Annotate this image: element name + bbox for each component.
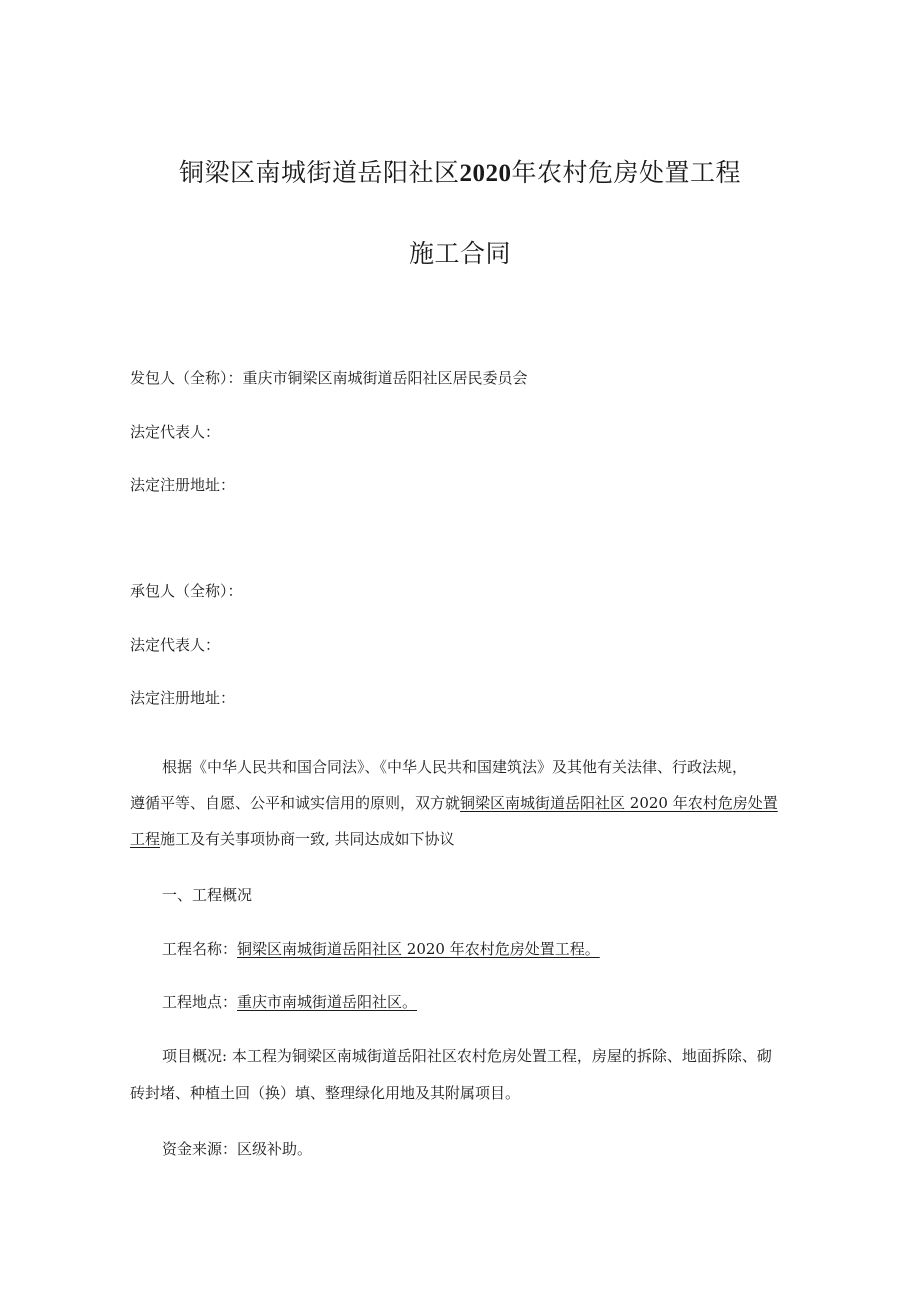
section-heading-project-overview: 一、工程概况 — [162, 886, 253, 904]
project-location-label: 工程地点： — [162, 993, 238, 1011]
funding-source-line — [162, 1138, 312, 1159]
preamble-text-end: 施工及有关事项协商一致, 共同达成如下协议 — [160, 830, 455, 848]
preamble-line-1: 根据《中华人民共和国合同法》、《中华人民共和国建筑法》及其他有关法律、行政法规， — [162, 758, 748, 776]
project-location-line — [162, 991, 417, 1012]
contractor-name-label: 承包人（全称）： — [130, 582, 243, 600]
preamble-line-2 — [130, 792, 778, 813]
contract-title-line2: 施工合同 — [408, 239, 511, 268]
contractor-representative-label: 法定代表人： — [130, 636, 221, 654]
employer-name-line — [130, 367, 528, 388]
contractor-address-label: 法定注册地址： — [130, 689, 236, 707]
contract-title-line1 — [0, 153, 920, 189]
project-name-value: 铜梁区南城街道岳阳社区 2020 年农村危房处置工程。 — [237, 940, 600, 958]
project-name-underlined-cont: 工程 — [130, 830, 161, 848]
funding-source-value: 区级补助。 — [237, 1140, 313, 1158]
preamble-line-3 — [130, 828, 455, 849]
title-text-a: 铜梁区南城街道岳阳社区 — [178, 158, 460, 187]
employer-name-value: 重庆市铜梁区南城街道岳阳社区居民委员会 — [242, 369, 528, 387]
project-overview-line-2: 砖封堵、种植土回（换）填、整理绿化用地及其附属项目。 — [130, 1084, 521, 1102]
employer-representative-label: 法定代表人： — [130, 423, 221, 441]
preamble-text: 遵循平等、自愿、公平和诚实信用的原则，双方就 — [130, 794, 461, 812]
title-text-b: 年农村危房处置工程 — [511, 158, 742, 187]
employer-address-label: 法定注册地址： — [130, 476, 236, 494]
title-year: 2020 — [459, 160, 512, 187]
employer-name-label: 发包人（全称）： — [130, 369, 243, 387]
project-overview-line-1: 项目概况: 本工程为铜梁区南城街道岳阳社区农村危房处置工程，房屋的拆除、地面拆除、砌 — [162, 1047, 772, 1065]
project-name-underlined: 铜梁区南城街道岳阳社区 2020 年农村危房处置 — [460, 794, 778, 812]
project-name-line — [162, 938, 600, 959]
funding-source-label: 资金来源： — [162, 1140, 238, 1158]
project-name-label: 工程名称： — [162, 940, 238, 958]
project-location-value: 重庆市南城街道岳阳社区。 — [237, 993, 418, 1011]
